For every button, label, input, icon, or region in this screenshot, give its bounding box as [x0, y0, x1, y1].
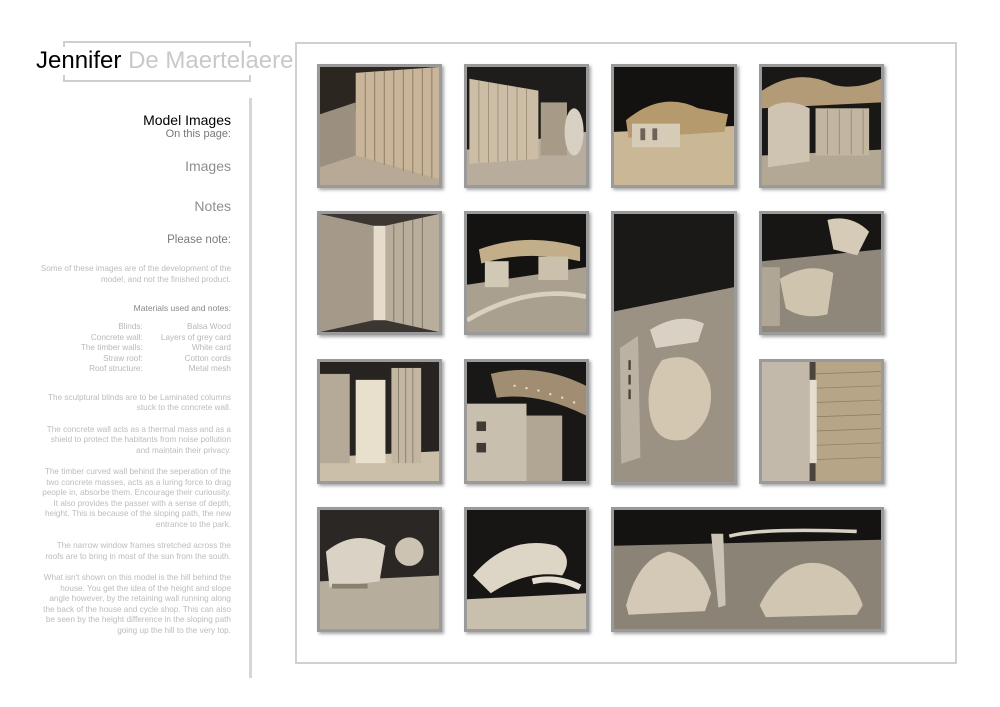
logo-last-name: De Maertelaere [128, 47, 294, 74]
sidebar [40, 112, 231, 636]
material-label: The timber walls: [80, 343, 143, 352]
material-label: Concrete wall: [90, 332, 143, 342]
material-label: Straw roof: [103, 353, 143, 363]
material-value: Cotton cords [184, 353, 231, 363]
material-label: Blinds: [118, 322, 143, 331]
notes-paragraph: The sculptural blinds are to be Laminated columns stuck to the concrete wall. [48, 392, 231, 412]
model-image-straw-texture[interactable] [759, 359, 884, 484]
notes-paragraph: The concrete wall acts as a thermal mass and as a shield to protect the habitants from noise pollution and maintain their privacy. [46, 424, 231, 455]
sidebar-divider [249, 98, 252, 678]
material-value: Balsa Wood [187, 322, 231, 331]
model-image-site-plan[interactable] [611, 507, 884, 632]
materials-row [40, 333, 231, 344]
model-image-interior-light[interactable] [317, 359, 442, 484]
model-image-curved-roofs[interactable] [464, 507, 589, 632]
materials-row [40, 354, 231, 365]
model-image-aerial-tall[interactable] [611, 211, 737, 485]
material-value: Layers of grey card [160, 332, 231, 342]
nav-link-notes[interactable]: Notes [194, 198, 231, 214]
page-subtitle: On this page: [165, 128, 231, 140]
site-logo[interactable] [34, 47, 295, 75]
logo-first-name: Jennifer [36, 47, 122, 74]
model-image-top-view[interactable] [317, 507, 442, 632]
model-image-entrance-blinds[interactable] [464, 64, 589, 188]
material-label: Roof structure: [89, 364, 143, 373]
model-image-blinds-wall[interactable] [317, 64, 442, 188]
notes-paragraph: The timber curved wall behind the seperation of the two concrete masses, acts as a luring force to drag people in, absorbe them. Encourage their curiousity. It also provides the passer with a sense of depth, height. This is because of the sloping path, the new entrance to the park. [42, 467, 231, 529]
model-image-corridor[interactable] [317, 211, 442, 335]
notes-paragraph: The narrow window frames stretched across the roofs are to bring in most of the sun from the south. [45, 541, 231, 561]
nav-link-images[interactable]: Images [185, 158, 231, 174]
note-text: Some of these images are of the development of the model, and not the finished product. [40, 264, 231, 284]
note-heading: Please note: [167, 234, 231, 246]
model-image-roof-structure[interactable] [759, 64, 884, 188]
model-image-sloping-path[interactable] [464, 211, 589, 335]
page-title: Model Images [143, 112, 231, 128]
materials-row [40, 364, 231, 375]
materials-heading: Materials used and notes: [133, 303, 231, 313]
material-value: White card [191, 343, 231, 352]
material-value: Metal mesh [188, 364, 231, 373]
notes-paragraph: What isn't shown on this model is the hill behind the house. You get the idea of the height and slope angle however, by the retaining wall running along the back of the house and cycle shop. This can also be seen by the height difference in the sloping path going up the hill to the very top. [43, 573, 231, 635]
materials-row [40, 343, 231, 354]
materials-table [40, 322, 231, 375]
model-image-tower-mesh[interactable] [464, 359, 589, 484]
model-image-straw-roof[interactable] [611, 64, 737, 188]
materials-row [40, 322, 231, 333]
model-image-roof-detail[interactable] [759, 211, 884, 335]
